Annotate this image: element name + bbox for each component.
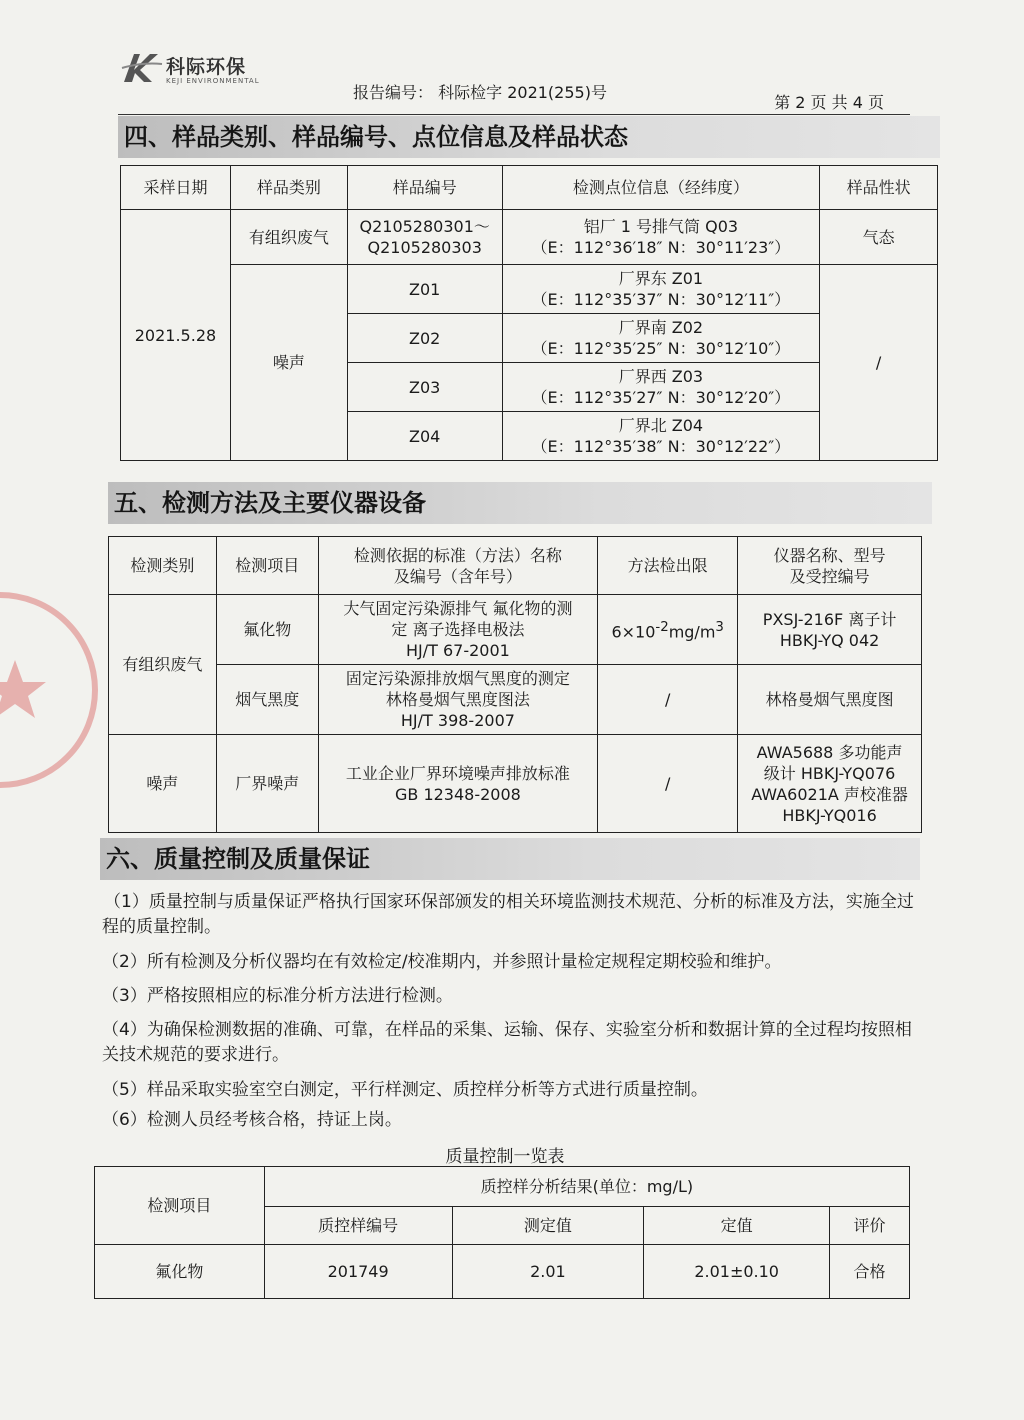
col-header: 样品类别 bbox=[230, 166, 347, 210]
group-header: 质控样分析结果(单位：mg/L) bbox=[264, 1167, 909, 1207]
section5-title: 五、检测方法及主要仪器设备 bbox=[108, 482, 932, 524]
sample-info-table bbox=[120, 165, 938, 461]
point-info: 铝厂 1 号排气筒 Q03 （E：112°36′18″ N：30°11′23″） bbox=[502, 210, 820, 265]
sample-category: 有组织废气 bbox=[230, 210, 347, 265]
test-category: 噪声 bbox=[109, 735, 217, 833]
detection-limit bbox=[598, 595, 738, 665]
col-header: 方法检出限 bbox=[598, 537, 738, 595]
logo-text-en: KEJI ENVIRONMENTAL bbox=[166, 77, 260, 85]
qc-paragraph-6: （6）检测人员经考核合格，持证上岗。 bbox=[102, 1110, 402, 1130]
col-header: 检测点位信息（经纬度） bbox=[502, 166, 820, 210]
qc-table bbox=[94, 1166, 910, 1299]
method-table bbox=[108, 536, 922, 833]
col-header: 评价 bbox=[830, 1207, 910, 1245]
qc-paragraph-1: （1）质量控制与质量保证严格执行国家环保部颁发的相关环境监测技术规范、分析的标准及方法，实施全过程的质量控制。 bbox=[102, 892, 914, 937]
logo-text-cn: 科际环保 bbox=[166, 56, 247, 78]
detection-limit: / bbox=[598, 665, 738, 735]
sample-id: Z04 bbox=[347, 412, 502, 461]
col-header: 样品编号 bbox=[347, 166, 502, 210]
sampling-date: 2021.5.28 bbox=[121, 210, 231, 461]
test-item: 厂界噪声 bbox=[216, 735, 318, 833]
col-header: 检测项目 bbox=[216, 537, 318, 595]
qc-reference: 2.01±0.10 bbox=[644, 1245, 830, 1299]
qc-paragraph-5: （5）样品采取实验室空白测定，平行样测定、质控样分析等方式进行质量控制。 bbox=[102, 1080, 708, 1100]
limit-unit-exponent: 3 bbox=[715, 619, 724, 635]
col-header: 检测类别 bbox=[109, 537, 217, 595]
limit-exponent: -2 bbox=[655, 619, 669, 635]
sample-state: / bbox=[820, 265, 938, 461]
test-method: 工业企业厂界环境噪声排放标准 GB 12348-2008 bbox=[318, 735, 598, 833]
section6-title: 六、质量控制及质量保证 bbox=[100, 838, 920, 880]
point-info: 厂界东 Z01 （E：112°35′37″ N：30°12′11″） bbox=[502, 265, 820, 314]
sample-id: Z02 bbox=[347, 314, 502, 363]
col-header: 采样日期 bbox=[121, 166, 231, 210]
qc-paragraph-2: （2）所有检测及分析仪器均在有效检定/校准期内，并参照计量检定规程定期校验和维护。 bbox=[102, 952, 782, 972]
detection-limit: / bbox=[598, 735, 738, 833]
point-info: 厂界南 Z02 （E：112°35′25″ N：30°12′10″） bbox=[502, 314, 820, 363]
qc-paragraph-3: （3）严格按照相应的标准分析方法进行检测。 bbox=[102, 986, 453, 1006]
official-stamp bbox=[0, 590, 100, 790]
limit-unit: mg/m bbox=[668, 622, 716, 642]
qc-paragraph-4: （4）为确保检测数据的准确、可靠，在样品的采集、运输、保存、实验室分析和数据计算的全过程均按照相关技术规范的要求进行。 bbox=[102, 1020, 912, 1065]
sample-category: 噪声 bbox=[230, 265, 347, 461]
report-number: 报告编号： 科际检字 2021(255)号 bbox=[353, 83, 607, 102]
point-info: 厂界北 Z04 （E：112°35′38″ N：30°12′22″） bbox=[502, 412, 820, 461]
col-header: 测定值 bbox=[452, 1207, 644, 1245]
qc-measured: 2.01 bbox=[452, 1245, 644, 1299]
col-header: 检测依据的标准（方法）名称 及编号（含年号） bbox=[318, 537, 598, 595]
col-header: 检测项目 bbox=[95, 1167, 265, 1245]
test-category: 有组织废气 bbox=[109, 595, 217, 735]
instrument: PXSJ-216F 离子计 HBKJ-YQ 042 bbox=[738, 595, 922, 665]
sample-state: 气态 bbox=[820, 210, 938, 265]
sample-id: Z03 bbox=[347, 363, 502, 412]
qc-evaluation: 合格 bbox=[830, 1245, 910, 1299]
sample-id: Z01 bbox=[347, 265, 502, 314]
col-header: 质控样编号 bbox=[264, 1207, 452, 1245]
qc-item: 氟化物 bbox=[95, 1245, 265, 1299]
point-info: 厂界西 Z03 （E：112°35′27″ N：30°12′20″） bbox=[502, 363, 820, 412]
test-item: 氟化物 bbox=[216, 595, 318, 665]
limit-base: 6×10 bbox=[611, 622, 656, 642]
qc-table-title: 质量控制一览表 bbox=[445, 1147, 565, 1167]
test-item: 烟气黑度 bbox=[216, 665, 318, 735]
test-method: 大气固定污染源排气 氟化物的测 定 离子选择电极法 HJ/T 67-2001 bbox=[318, 595, 598, 665]
col-header: 仪器名称、型号 及受控编号 bbox=[738, 537, 922, 595]
header-rule bbox=[118, 114, 910, 115]
instrument: 林格曼烟气黑度图 bbox=[738, 665, 922, 735]
sample-id: Q2105280301～ Q2105280303 bbox=[347, 210, 502, 265]
col-header: 定值 bbox=[644, 1207, 830, 1245]
instrument: AWA5688 多功能声 级计 HBKJ-YQ076 AWA6021A 声校准器 HBKJ-YQ016 bbox=[738, 735, 922, 833]
test-method: 固定污染源排放烟气黑度的测定 林格曼烟气黑度图法 HJ/T 398-2007 bbox=[318, 665, 598, 735]
section4-title: 四、样品类别、样品编号、点位信息及样品状态 bbox=[118, 116, 940, 158]
qc-sample-id: 201749 bbox=[264, 1245, 452, 1299]
col-header: 样品性状 bbox=[820, 166, 938, 210]
page-number: 第 2 页 共 4 页 bbox=[774, 93, 884, 112]
